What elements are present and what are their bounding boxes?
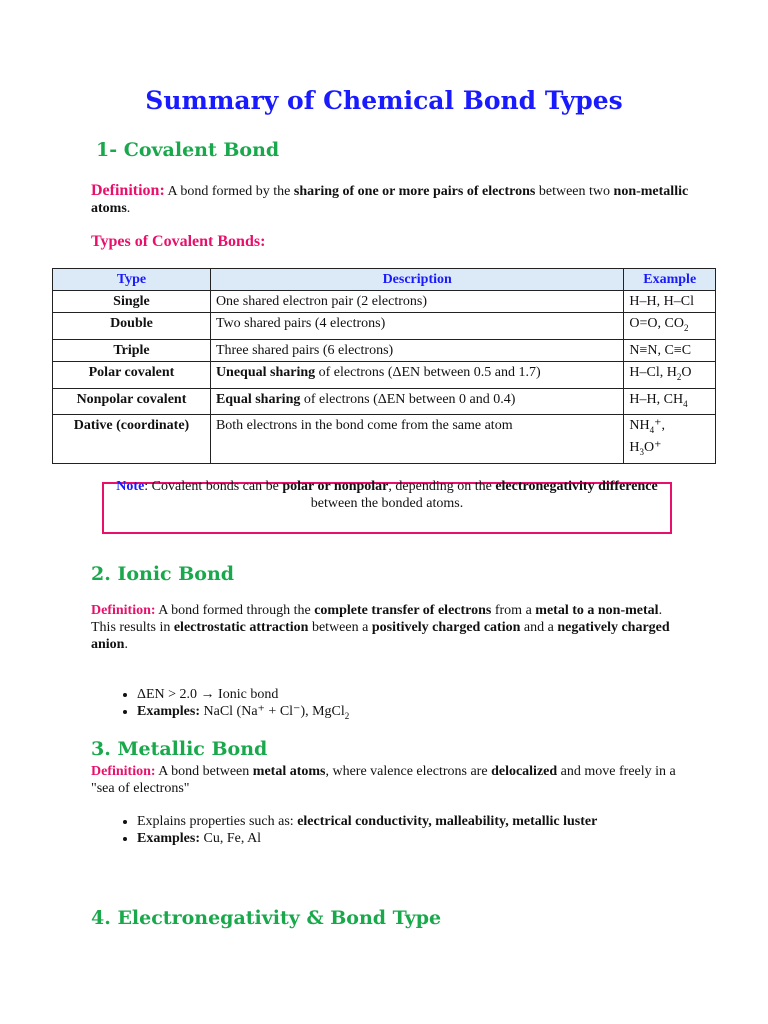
table-row [53, 388, 716, 415]
text: between two [535, 184, 614, 199]
text: H–H, CH [629, 391, 684, 407]
text: Explains properties such as: [137, 814, 298, 829]
covalent-types-heading: Types of Covalent Bonds: [91, 233, 266, 250]
text: from a [491, 603, 536, 618]
note-text [104, 478, 670, 512]
cell-example [624, 388, 716, 415]
text: between the bonded atoms. [310, 496, 464, 511]
list-item [137, 703, 349, 725]
text: of electrons (ΔEN between 0 and 0.4) [300, 391, 516, 407]
text: NH [629, 418, 650, 434]
table-row [53, 339, 716, 361]
covalent-definition-label: Definition: [91, 182, 165, 199]
text: : Covalent bonds can be [144, 479, 283, 494]
column-header-type: Type [53, 269, 211, 291]
text: and a [520, 620, 558, 635]
text: H–Cl, H [629, 364, 677, 380]
bold-text: electrostatic attraction [173, 620, 309, 635]
text: Cu, Fe, Al [200, 831, 262, 846]
text: , depending on the [388, 479, 496, 494]
metallic-definition [91, 763, 691, 797]
cell-example [624, 361, 716, 388]
bold-text: electronegativity difference [495, 479, 658, 494]
text: A bond formed through the [155, 603, 315, 618]
cell-description [210, 388, 623, 415]
text: A bond formed by the [164, 184, 294, 199]
list-item [137, 830, 597, 847]
text: O [681, 364, 692, 380]
table-row [53, 415, 716, 464]
text: . [126, 201, 131, 216]
ionic-definition [91, 602, 691, 653]
text: , where valence electrons are [325, 764, 492, 779]
column-header-example: Example [624, 269, 716, 291]
cell-type: Triple [53, 339, 211, 361]
bold-text: Examples: [137, 831, 200, 846]
text: This results in [91, 620, 174, 635]
cell-example: N≡N, C≡C [624, 339, 716, 361]
bold-text: polar or nonpolar [282, 479, 389, 494]
bold-text: Unequal sharing [215, 364, 316, 380]
column-header-description: Description [210, 269, 623, 291]
cell-description: Two shared pairs (4 electrons) [210, 313, 623, 340]
text: . [658, 603, 663, 618]
bold-text: sharing of one or more pairs of electrons [293, 184, 536, 199]
subscript: 2 [684, 322, 689, 333]
metallic-definition-label: Definition: [91, 764, 156, 779]
text: NaCl (Na⁺ + Cl⁻), MgCl [200, 704, 345, 719]
subscript: 3 [639, 446, 645, 457]
bold-text: electrical conductivity, malleability, metallic luster [297, 814, 598, 829]
electronegativity-heading: 4. Electronegativity & Bond Type [91, 907, 442, 929]
table-row [53, 291, 716, 313]
list-item: • ΔEN > 2.0 → Ionic bond [137, 686, 349, 703]
cell-type: Nonpolar covalent [53, 388, 211, 415]
page-title: Summary of Chemical Bond Types [145, 86, 623, 115]
text: O=O, CO [629, 316, 684, 331]
bold-text: Equal sharing [215, 391, 301, 407]
cell-example: H–H, H–Cl [624, 291, 716, 313]
covalent-definition [91, 182, 691, 217]
subscript: 2 [676, 371, 682, 382]
ionic-definition-label: Definition: [91, 603, 156, 618]
cell-type: Dative (coordinate) [53, 415, 211, 464]
list-item [137, 813, 597, 830]
text: ⁺, [654, 418, 666, 434]
table-header-row [53, 269, 716, 291]
subscript: 4 [683, 398, 688, 409]
cell-example [624, 313, 716, 340]
bold-text: Examples: [137, 704, 200, 719]
ionic-heading: 2. Ionic Bond [91, 563, 235, 585]
ionic-bullet-list [91, 686, 349, 725]
text: H [629, 440, 640, 456]
subscript: 2 [344, 710, 350, 721]
table-row [53, 361, 716, 388]
bold-text: positively charged cation [371, 620, 521, 635]
note-box [102, 479, 672, 534]
text: . [124, 637, 128, 652]
cell-description: Three shared pairs (6 electrons) [210, 339, 623, 361]
subscript: 4 [649, 425, 655, 436]
text: O⁺ [644, 440, 662, 456]
bold-text: complete transfer of electrons [314, 603, 492, 618]
text: between a [308, 620, 372, 635]
note-label: Note [116, 479, 145, 494]
covalent-heading: 1- Covalent Bond [96, 139, 280, 161]
metallic-bullet-list [91, 813, 597, 847]
covalent-types-table [52, 268, 716, 464]
cell-description [210, 361, 623, 388]
cell-type: Double [53, 313, 211, 340]
table-row [53, 313, 716, 340]
metallic-heading: 3. Metallic Bond [91, 738, 268, 760]
cell-type: Polar covalent [53, 361, 211, 388]
bold-text: delocalized [491, 764, 558, 779]
bold-text: non-metallic atoms [91, 184, 689, 216]
text: A bond between [155, 764, 253, 779]
text: and move freely in a "sea of electrons" [91, 764, 676, 796]
bold-text: negatively charged anion [91, 620, 670, 652]
bold-text: metal atoms [252, 764, 326, 779]
bold-text: metal to a non-metal [535, 603, 659, 618]
text: of electrons (ΔEN between 0.5 and 1.7) [315, 364, 541, 380]
cell-example [624, 415, 716, 464]
cell-description: Both electrons in the bond come from the same atom [210, 415, 623, 464]
cell-type: Single [53, 291, 211, 313]
cell-description: One shared electron pair (2 electrons) [210, 291, 623, 313]
